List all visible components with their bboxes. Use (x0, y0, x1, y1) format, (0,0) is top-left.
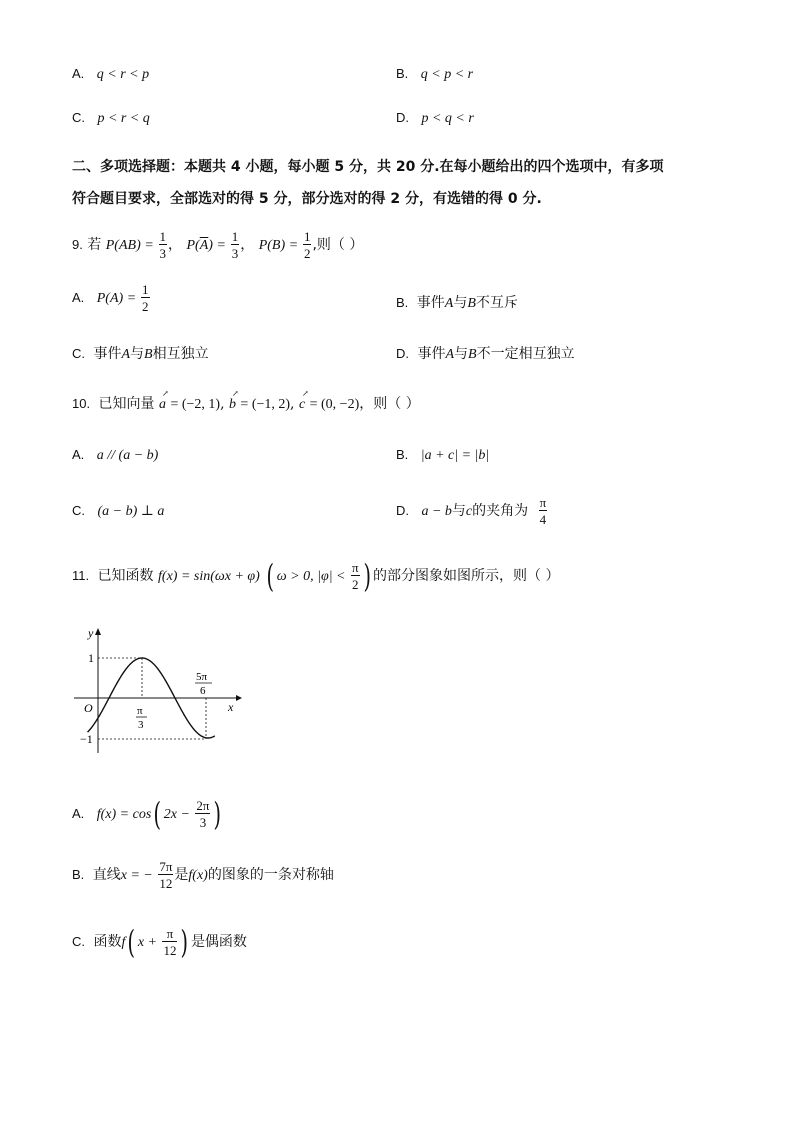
option-text: f(x) (188, 868, 208, 883)
option-text: f(x) = cos (96, 807, 152, 822)
q10-option-c (72, 503, 164, 520)
option-text: 直线 (92, 867, 121, 883)
q9-option-c (72, 343, 209, 363)
option-text: q < r < p (96, 67, 150, 82)
event-b: B (467, 296, 476, 311)
fraction-one-half (303, 230, 312, 260)
q9-option-b (396, 292, 518, 312)
numerator: 2π (196, 798, 210, 813)
event-a: A (121, 347, 131, 362)
vector-name: c (465, 504, 473, 519)
option-text: a − b (421, 504, 452, 519)
option-text: p < q < r (421, 111, 474, 126)
option-text: 的图象的一条对称轴 (207, 867, 334, 883)
event-b: B (144, 347, 153, 362)
numerator: π (351, 560, 359, 575)
numerator: π (539, 495, 547, 510)
numerator: 1 (231, 229, 239, 244)
q11-prefix: 已知函数 (97, 568, 154, 584)
q9-option-d (396, 343, 575, 363)
option-text: x + (137, 935, 157, 950)
tick-one: 1 (88, 651, 94, 665)
vector-name: a (158, 397, 166, 412)
question-number: 9. (72, 237, 83, 252)
q10-suffix: ，则（ ） (359, 396, 420, 412)
q9-prefix: 若 (87, 237, 102, 253)
q11-option-a (72, 795, 224, 833)
option-label: A. (72, 290, 85, 305)
option-label: B. (396, 295, 409, 310)
q9-stem (72, 230, 363, 260)
option-label: D. (396, 110, 409, 125)
option-label: C. (72, 110, 85, 125)
option-text: 不一定相互独立 (476, 346, 575, 362)
denominator: 2 (142, 299, 149, 314)
fraction-pi-over-2 (351, 561, 360, 591)
numerator: 7π (159, 859, 173, 874)
option-text: 事件 (417, 346, 446, 362)
sine-graph (70, 625, 245, 755)
option-label: B. (396, 447, 409, 462)
q8-option-d (396, 110, 474, 127)
option-text: (a − b) ⊥ a (97, 504, 165, 519)
denominator: 12 (159, 876, 173, 891)
q11-stem (72, 557, 560, 595)
fraction-pi-over-12 (162, 927, 177, 957)
option-label: A. (72, 806, 85, 821)
option-text: 不互斥 (475, 295, 518, 311)
option-label: A. (72, 447, 85, 462)
option-text: 事件 (416, 295, 445, 311)
event-a: A (444, 296, 454, 311)
x-axis-arrow-icon (236, 695, 242, 701)
option-text: 2x − (163, 807, 190, 822)
vector-value: = (0, −2) (309, 397, 360, 412)
tick-pi56-num: 5π (196, 671, 208, 683)
option-label: C. (72, 503, 85, 518)
right-paren: ) (213, 795, 222, 833)
q10-option-b (396, 447, 489, 464)
vector-c (298, 389, 309, 413)
vector-arrow-icon: ↗ (301, 389, 309, 398)
option-text: 与 (451, 503, 466, 519)
option-text: 与 (454, 346, 469, 362)
vector-a (158, 389, 169, 413)
function-condition: ω > 0, |φ| < (276, 569, 346, 584)
numerator: π (162, 927, 177, 942)
left-paren: ( (153, 795, 162, 833)
denominator: 2 (303, 246, 311, 261)
question-number: 10. (72, 396, 91, 411)
fraction-one-third (231, 230, 240, 260)
option-label: C. (72, 346, 85, 361)
right-paren: ) (363, 557, 371, 595)
option-text: 事件 (93, 346, 122, 362)
tick-pi3-den: 3 (138, 719, 144, 731)
fraction-7pi-over-12 (158, 860, 173, 890)
question-number: 11. (72, 568, 90, 583)
q10-stem: 10. 已知向量 a ↗ = (−2, 1), b ↗ = (−1, 2), c ↗ = (0, −2)，则（ ） (72, 389, 420, 412)
q8-option-c (72, 110, 150, 127)
option-label: A. (72, 66, 85, 81)
denominator: 3 (231, 246, 239, 261)
q11-option-b (72, 860, 334, 890)
x-label: x (228, 700, 234, 714)
numerator: 1 (142, 282, 149, 297)
equals: = (145, 238, 154, 253)
numerator: 1 (159, 229, 167, 244)
denominator: 3 (159, 246, 167, 261)
q10-option-a (72, 447, 158, 464)
q11-suffix: 的部分图象如图所示，则（ ） (373, 568, 560, 584)
option-text: 是 (174, 867, 189, 883)
y-label: y (88, 626, 94, 640)
fraction-one-third (159, 230, 168, 260)
left-paren: ( (127, 923, 136, 961)
equals: = (127, 291, 136, 306)
option-text: 函数 (93, 934, 122, 950)
denominator: 2 (352, 577, 359, 592)
vector-value: = (−2, 1) (170, 397, 221, 412)
equals: = (289, 238, 298, 253)
option-text: 与 (130, 346, 145, 362)
fraction-one-half (141, 283, 150, 313)
separator: ， (240, 237, 255, 253)
equals: = (217, 238, 226, 253)
q11-option-c (72, 923, 247, 961)
fraction-2pi-over-3 (195, 799, 210, 829)
q9-p-b: P(B) (258, 238, 286, 253)
q9-p-abar: $P(\overline{A})$ (186, 238, 213, 253)
right-paren: ) (180, 923, 189, 961)
separator: ， (168, 237, 183, 253)
section-heading-line2: 符合题目要求，全部选对的得 5 分，部分选对的得 2 分，有选错的得 0 分. (72, 191, 542, 207)
left-paren: ( (266, 557, 275, 595)
y-axis-arrow-icon (95, 628, 101, 635)
origin-label: O (84, 701, 93, 715)
vector-name: b (228, 397, 236, 412)
option-label: D. (396, 346, 409, 361)
option-text: 的夹角为 (472, 503, 529, 519)
option-text: |a + c| = |b| (420, 448, 490, 463)
option-label: B. (72, 867, 85, 882)
event-b: B (468, 347, 477, 362)
denominator: 3 (199, 815, 207, 830)
fraction-pi-over-4 (539, 496, 548, 526)
q10-prefix: 已知向量 (98, 396, 155, 412)
option-label: B. (396, 66, 409, 81)
q9-suffix: ,则（ ） (312, 237, 364, 253)
vector-arrow-icon: ↗ (231, 389, 239, 398)
option-text: 是偶函数 (190, 934, 247, 950)
tick-pi3-num: π (137, 705, 143, 717)
function-formula: f(x) = sin(ωx + φ) (158, 569, 260, 584)
q8-option-a (72, 66, 149, 83)
q10-option-d (396, 496, 548, 526)
q9-option-a (72, 283, 151, 313)
vector-name: c (298, 397, 306, 412)
option-text: P(A) (96, 291, 124, 306)
tick-pi56-den: 6 (200, 685, 206, 697)
numerator: 1 (303, 229, 311, 244)
option-text: q < p < r (420, 67, 474, 82)
denominator: 4 (539, 512, 547, 527)
option-text: a // (a − b) (96, 448, 159, 463)
option-text: x = − (120, 868, 153, 883)
option-text: 相互独立 (152, 346, 209, 362)
tick-neg-one: −1 (80, 732, 93, 746)
denominator: 12 (163, 943, 177, 958)
option-text: p < r < q (97, 111, 150, 126)
vector-arrow-icon: ↗ (161, 389, 169, 398)
section-heading-line1: 二、多项选择题：本题共 4 小题，每小题 5 分，共 20 分.在每小题给出的四个选项中，有多项 (72, 159, 664, 175)
q8-option-b (396, 66, 473, 83)
event-a: A (445, 347, 455, 362)
option-text: 与 (453, 295, 468, 311)
vector-value: = (−1, 2) (240, 397, 291, 412)
option-label: C. (72, 934, 85, 949)
q9-p-ab: P(AB) (105, 238, 141, 253)
option-label: D. (396, 503, 409, 518)
option-text: f (121, 935, 126, 950)
vector-b (228, 389, 239, 413)
